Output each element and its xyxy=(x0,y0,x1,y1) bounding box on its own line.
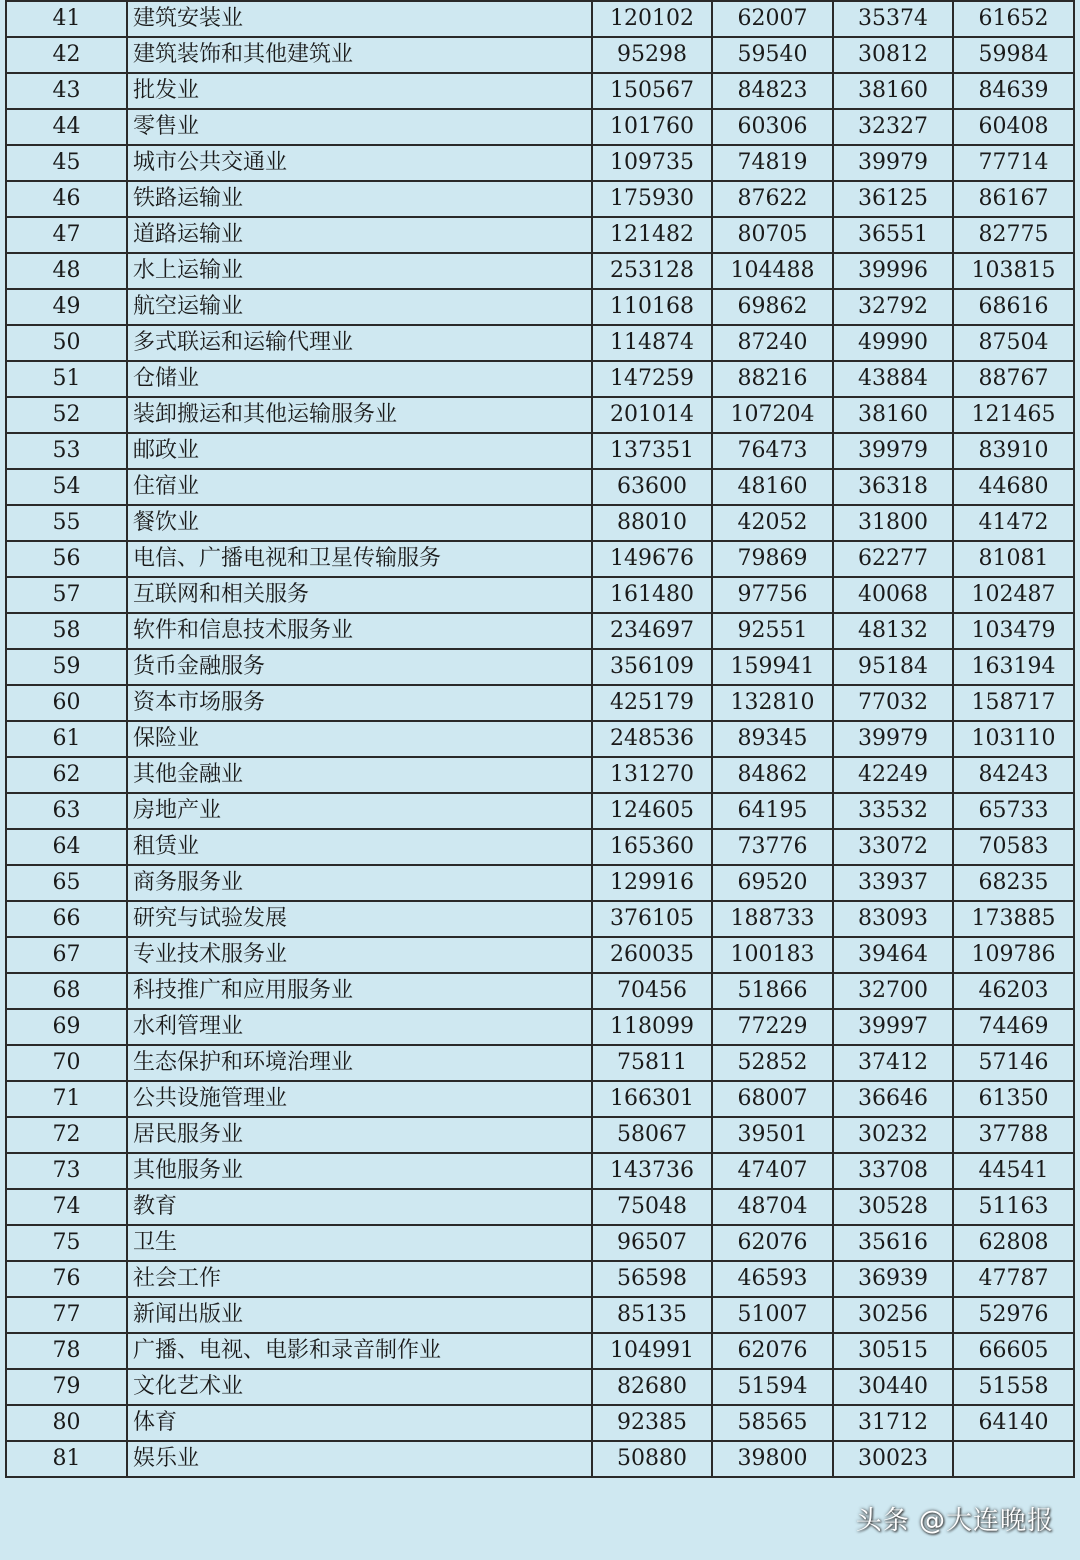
value-cell-4: 41472 xyxy=(953,505,1074,541)
value-cell-2: 60306 xyxy=(712,109,833,145)
table-row xyxy=(6,397,1074,433)
value-cell-4: 83910 xyxy=(953,433,1074,469)
table-row xyxy=(6,577,1074,613)
table-body xyxy=(6,1,1074,1477)
table-row xyxy=(6,1333,1074,1369)
row-number-cell: 79 xyxy=(6,1369,127,1405)
table-row xyxy=(6,649,1074,685)
row-number-cell: 61 xyxy=(6,721,127,757)
value-cell-1: 166301 xyxy=(592,1081,712,1117)
value-cell-2: 79869 xyxy=(712,541,833,577)
value-cell-1: 118099 xyxy=(592,1009,712,1045)
value-cell-1: 376105 xyxy=(592,901,712,937)
value-cell-3: 30023 xyxy=(833,1441,953,1477)
table-row xyxy=(6,1441,1074,1477)
value-cell-2: 69862 xyxy=(712,289,833,325)
value-cell-1: 201014 xyxy=(592,397,712,433)
row-number-cell: 49 xyxy=(6,289,127,325)
value-cell-2: 88216 xyxy=(712,361,833,397)
value-cell-1: 253128 xyxy=(592,253,712,289)
row-number-cell: 59 xyxy=(6,649,127,685)
table-row xyxy=(6,793,1074,829)
table-row xyxy=(6,181,1074,217)
value-cell-2: 39800 xyxy=(712,1441,833,1477)
value-cell-2: 51007 xyxy=(712,1297,833,1333)
row-number-cell: 78 xyxy=(6,1333,127,1369)
industry-name-cell: 多式联运和运输代理业 xyxy=(127,325,592,361)
value-cell-4: 44680 xyxy=(953,469,1074,505)
row-number-cell: 69 xyxy=(6,1009,127,1045)
value-cell-1: 110168 xyxy=(592,289,712,325)
value-cell-3: 39997 xyxy=(833,1009,953,1045)
industry-name-cell: 软件和信息技术服务业 xyxy=(127,613,592,649)
row-number-cell: 44 xyxy=(6,109,127,145)
value-cell-3: 42249 xyxy=(833,757,953,793)
row-number-cell: 70 xyxy=(6,1045,127,1081)
value-cell-4: 70583 xyxy=(953,829,1074,865)
industry-name-cell: 互联网和相关服务 xyxy=(127,577,592,613)
value-cell-1: 82680 xyxy=(592,1369,712,1405)
value-cell-4: 86167 xyxy=(953,181,1074,217)
value-cell-1: 85135 xyxy=(592,1297,712,1333)
industry-name-cell: 生态保护和环境治理业 xyxy=(127,1045,592,1081)
value-cell-4: 57146 xyxy=(953,1045,1074,1081)
value-cell-2: 62007 xyxy=(712,1,833,37)
value-cell-4: 81081 xyxy=(953,541,1074,577)
value-cell-4: 68616 xyxy=(953,289,1074,325)
table-row xyxy=(6,541,1074,577)
value-cell-4: 68235 xyxy=(953,865,1074,901)
value-cell-4: 84639 xyxy=(953,73,1074,109)
row-number-cell: 67 xyxy=(6,937,127,973)
table-row xyxy=(6,145,1074,181)
value-cell-3: 30440 xyxy=(833,1369,953,1405)
value-cell-1: 131270 xyxy=(592,757,712,793)
value-cell-1: 150567 xyxy=(592,73,712,109)
industry-name-cell: 研究与试验发展 xyxy=(127,901,592,937)
value-cell-2: 132810 xyxy=(712,685,833,721)
industry-name-cell: 装卸搬运和其他运输服务业 xyxy=(127,397,592,433)
row-number-cell: 74 xyxy=(6,1189,127,1225)
row-number-cell: 47 xyxy=(6,217,127,253)
row-number-cell: 57 xyxy=(6,577,127,613)
value-cell-1: 124605 xyxy=(592,793,712,829)
value-cell-1: 260035 xyxy=(592,937,712,973)
value-cell-1: 95298 xyxy=(592,37,712,73)
industry-name-cell: 电信、广播电视和卫星传输服务 xyxy=(127,541,592,577)
industry-name-cell: 卫生 xyxy=(127,1225,592,1261)
table-row xyxy=(6,829,1074,865)
industry-name-cell: 文化艺术业 xyxy=(127,1369,592,1405)
industry-name-cell: 货币金融服务 xyxy=(127,649,592,685)
value-cell-4: 173885 xyxy=(953,901,1074,937)
value-cell-1: 129916 xyxy=(592,865,712,901)
row-number-cell: 46 xyxy=(6,181,127,217)
value-cell-3: 39979 xyxy=(833,721,953,757)
value-cell-4: 46203 xyxy=(953,973,1074,1009)
value-cell-4: 163194 xyxy=(953,649,1074,685)
value-cell-3: 38160 xyxy=(833,397,953,433)
value-cell-4: 158717 xyxy=(953,685,1074,721)
value-cell-1: 248536 xyxy=(592,721,712,757)
table-row xyxy=(6,1297,1074,1333)
value-cell-1: 120102 xyxy=(592,1,712,37)
value-cell-2: 97756 xyxy=(712,577,833,613)
value-cell-3: 30256 xyxy=(833,1297,953,1333)
row-number-cell: 43 xyxy=(6,73,127,109)
table-row xyxy=(6,1153,1074,1189)
value-cell-3: 32700 xyxy=(833,973,953,1009)
value-cell-2: 46593 xyxy=(712,1261,833,1297)
value-cell-3: 32792 xyxy=(833,289,953,325)
value-cell-2: 80705 xyxy=(712,217,833,253)
value-cell-3: 32327 xyxy=(833,109,953,145)
value-cell-4: 44541 xyxy=(953,1153,1074,1189)
value-cell-3: 83093 xyxy=(833,901,953,937)
value-cell-1: 104991 xyxy=(592,1333,712,1369)
value-cell-3: 31800 xyxy=(833,505,953,541)
table-row xyxy=(6,973,1074,1009)
table-row xyxy=(6,613,1074,649)
value-cell-3: 40068 xyxy=(833,577,953,613)
value-cell-3: 35374 xyxy=(833,1,953,37)
value-cell-3: 33072 xyxy=(833,829,953,865)
value-cell-1: 175930 xyxy=(592,181,712,217)
value-cell-2: 87622 xyxy=(712,181,833,217)
industry-name-cell: 零售业 xyxy=(127,109,592,145)
row-number-cell: 52 xyxy=(6,397,127,433)
table-row xyxy=(6,1,1074,37)
industry-name-cell: 建筑装饰和其他建筑业 xyxy=(127,37,592,73)
table-row xyxy=(6,73,1074,109)
table-row xyxy=(6,865,1074,901)
value-cell-3: 33708 xyxy=(833,1153,953,1189)
value-cell-3: 30812 xyxy=(833,37,953,73)
table-row xyxy=(6,109,1074,145)
table-row xyxy=(6,1117,1074,1153)
row-number-cell: 42 xyxy=(6,37,127,73)
watermark-text: 头条 @大连晚报 xyxy=(855,1506,1054,1536)
value-cell-2: 84862 xyxy=(712,757,833,793)
value-cell-2: 48704 xyxy=(712,1189,833,1225)
value-cell-4: 103815 xyxy=(953,253,1074,289)
value-cell-1: 356109 xyxy=(592,649,712,685)
table-row xyxy=(6,217,1074,253)
row-number-cell: 53 xyxy=(6,433,127,469)
value-cell-1: 165360 xyxy=(592,829,712,865)
industry-name-cell: 社会工作 xyxy=(127,1261,592,1297)
industry-name-cell: 商务服务业 xyxy=(127,865,592,901)
industry-name-cell: 铁路运输业 xyxy=(127,181,592,217)
wage-table xyxy=(5,0,1075,1478)
industry-name-cell: 居民服务业 xyxy=(127,1117,592,1153)
value-cell-2: 68007 xyxy=(712,1081,833,1117)
row-number-cell: 56 xyxy=(6,541,127,577)
table-row xyxy=(6,1045,1074,1081)
value-cell-4: 61652 xyxy=(953,1,1074,37)
value-cell-2: 39501 xyxy=(712,1117,833,1153)
table-row xyxy=(6,433,1074,469)
value-cell-3: 95184 xyxy=(833,649,953,685)
value-cell-4: 109786 xyxy=(953,937,1074,973)
table-row xyxy=(6,757,1074,793)
row-number-cell: 62 xyxy=(6,757,127,793)
value-cell-1: 96507 xyxy=(592,1225,712,1261)
row-number-cell: 75 xyxy=(6,1225,127,1261)
table-row xyxy=(6,685,1074,721)
row-number-cell: 50 xyxy=(6,325,127,361)
industry-name-cell: 道路运输业 xyxy=(127,217,592,253)
table-row xyxy=(6,325,1074,361)
value-cell-3: 30528 xyxy=(833,1189,953,1225)
value-cell-4 xyxy=(953,1441,1074,1477)
table-row xyxy=(6,1081,1074,1117)
value-cell-1: 75811 xyxy=(592,1045,712,1081)
value-cell-1: 147259 xyxy=(592,361,712,397)
value-cell-1: 121482 xyxy=(592,217,712,253)
industry-name-cell: 广播、电视、电影和录音制作业 xyxy=(127,1333,592,1369)
row-number-cell: 77 xyxy=(6,1297,127,1333)
industry-name-cell: 仓储业 xyxy=(127,361,592,397)
table-row xyxy=(6,1225,1074,1261)
value-cell-4: 52976 xyxy=(953,1297,1074,1333)
table-row xyxy=(6,901,1074,937)
value-cell-3: 31712 xyxy=(833,1405,953,1441)
value-cell-1: 70456 xyxy=(592,973,712,1009)
industry-name-cell: 教育 xyxy=(127,1189,592,1225)
value-cell-2: 51866 xyxy=(712,973,833,1009)
value-cell-4: 47787 xyxy=(953,1261,1074,1297)
row-number-cell: 66 xyxy=(6,901,127,937)
value-cell-2: 47407 xyxy=(712,1153,833,1189)
value-cell-1: 149676 xyxy=(592,541,712,577)
industry-name-cell: 水上运输业 xyxy=(127,253,592,289)
value-cell-1: 161480 xyxy=(592,577,712,613)
industry-name-cell: 新闻出版业 xyxy=(127,1297,592,1333)
value-cell-3: 43884 xyxy=(833,361,953,397)
industry-name-cell: 批发业 xyxy=(127,73,592,109)
table-row xyxy=(6,37,1074,73)
industry-name-cell: 科技推广和应用服务业 xyxy=(127,973,592,1009)
row-number-cell: 41 xyxy=(6,1,127,37)
industry-name-cell: 航空运输业 xyxy=(127,289,592,325)
value-cell-4: 103110 xyxy=(953,721,1074,757)
row-number-cell: 80 xyxy=(6,1405,127,1441)
table-row xyxy=(6,937,1074,973)
row-number-cell: 58 xyxy=(6,613,127,649)
value-cell-4: 51163 xyxy=(953,1189,1074,1225)
value-cell-3: 36318 xyxy=(833,469,953,505)
value-cell-1: 63600 xyxy=(592,469,712,505)
value-cell-3: 30232 xyxy=(833,1117,953,1153)
value-cell-3: 39979 xyxy=(833,433,953,469)
value-cell-1: 92385 xyxy=(592,1405,712,1441)
value-cell-3: 33532 xyxy=(833,793,953,829)
value-cell-1: 234697 xyxy=(592,613,712,649)
table-row xyxy=(6,253,1074,289)
value-cell-1: 50880 xyxy=(592,1441,712,1477)
value-cell-2: 89345 xyxy=(712,721,833,757)
industry-name-cell: 住宿业 xyxy=(127,469,592,505)
value-cell-2: 69520 xyxy=(712,865,833,901)
value-cell-4: 121465 xyxy=(953,397,1074,433)
industry-name-cell: 其他金融业 xyxy=(127,757,592,793)
value-cell-3: 30515 xyxy=(833,1333,953,1369)
value-cell-2: 52852 xyxy=(712,1045,833,1081)
value-cell-2: 92551 xyxy=(712,613,833,649)
row-number-cell: 54 xyxy=(6,469,127,505)
industry-name-cell: 其他服务业 xyxy=(127,1153,592,1189)
value-cell-2: 59540 xyxy=(712,37,833,73)
row-number-cell: 64 xyxy=(6,829,127,865)
value-cell-3: 36646 xyxy=(833,1081,953,1117)
industry-name-cell: 建筑安装业 xyxy=(127,1,592,37)
value-cell-3: 36551 xyxy=(833,217,953,253)
value-cell-4: 103479 xyxy=(953,613,1074,649)
value-cell-2: 107204 xyxy=(712,397,833,433)
industry-name-cell: 资本市场服务 xyxy=(127,685,592,721)
industry-name-cell: 专业技术服务业 xyxy=(127,937,592,973)
value-cell-1: 101760 xyxy=(592,109,712,145)
value-cell-2: 64195 xyxy=(712,793,833,829)
value-cell-4: 82775 xyxy=(953,217,1074,253)
table-row xyxy=(6,361,1074,397)
value-cell-2: 188733 xyxy=(712,901,833,937)
value-cell-3: 39996 xyxy=(833,253,953,289)
table-row xyxy=(6,289,1074,325)
value-cell-1: 58067 xyxy=(592,1117,712,1153)
industry-name-cell: 公共设施管理业 xyxy=(127,1081,592,1117)
value-cell-2: 87240 xyxy=(712,325,833,361)
row-number-cell: 73 xyxy=(6,1153,127,1189)
value-cell-3: 39464 xyxy=(833,937,953,973)
value-cell-4: 51558 xyxy=(953,1369,1074,1405)
value-cell-2: 62076 xyxy=(712,1225,833,1261)
value-cell-4: 61350 xyxy=(953,1081,1074,1117)
row-number-cell: 48 xyxy=(6,253,127,289)
industry-name-cell: 体育 xyxy=(127,1405,592,1441)
value-cell-1: 143736 xyxy=(592,1153,712,1189)
value-cell-3: 36125 xyxy=(833,181,953,217)
industry-name-cell: 城市公共交通业 xyxy=(127,145,592,181)
row-number-cell: 60 xyxy=(6,685,127,721)
table-row xyxy=(6,1405,1074,1441)
value-cell-3: 35616 xyxy=(833,1225,953,1261)
row-number-cell: 71 xyxy=(6,1081,127,1117)
row-number-cell: 68 xyxy=(6,973,127,1009)
industry-name-cell: 水利管理业 xyxy=(127,1009,592,1045)
value-cell-2: 42052 xyxy=(712,505,833,541)
value-cell-1: 425179 xyxy=(592,685,712,721)
row-number-cell: 81 xyxy=(6,1441,127,1477)
table-row xyxy=(6,1261,1074,1297)
value-cell-2: 77229 xyxy=(712,1009,833,1045)
value-cell-3: 36939 xyxy=(833,1261,953,1297)
value-cell-3: 48132 xyxy=(833,613,953,649)
value-cell-4: 84243 xyxy=(953,757,1074,793)
row-number-cell: 72 xyxy=(6,1117,127,1153)
value-cell-1: 137351 xyxy=(592,433,712,469)
value-cell-2: 104488 xyxy=(712,253,833,289)
industry-name-cell: 保险业 xyxy=(127,721,592,757)
industry-name-cell: 娱乐业 xyxy=(127,1441,592,1477)
value-cell-4: 74469 xyxy=(953,1009,1074,1045)
value-cell-3: 37412 xyxy=(833,1045,953,1081)
value-cell-2: 76473 xyxy=(712,433,833,469)
row-number-cell: 65 xyxy=(6,865,127,901)
industry-name-cell: 餐饮业 xyxy=(127,505,592,541)
value-cell-4: 88767 xyxy=(953,361,1074,397)
industry-name-cell: 房地产业 xyxy=(127,793,592,829)
value-cell-1: 75048 xyxy=(592,1189,712,1225)
table-row xyxy=(6,1189,1074,1225)
value-cell-2: 73776 xyxy=(712,829,833,865)
value-cell-4: 77714 xyxy=(953,145,1074,181)
table-row xyxy=(6,1369,1074,1405)
value-cell-1: 109735 xyxy=(592,145,712,181)
value-cell-2: 62076 xyxy=(712,1333,833,1369)
value-cell-3: 49990 xyxy=(833,325,953,361)
value-cell-3: 62277 xyxy=(833,541,953,577)
value-cell-4: 37788 xyxy=(953,1117,1074,1153)
value-cell-2: 84823 xyxy=(712,73,833,109)
row-number-cell: 51 xyxy=(6,361,127,397)
value-cell-3: 39979 xyxy=(833,145,953,181)
value-cell-4: 66605 xyxy=(953,1333,1074,1369)
value-cell-4: 60408 xyxy=(953,109,1074,145)
row-number-cell: 76 xyxy=(6,1261,127,1297)
value-cell-3: 38160 xyxy=(833,73,953,109)
row-number-cell: 63 xyxy=(6,793,127,829)
industry-name-cell: 租赁业 xyxy=(127,829,592,865)
industry-name-cell: 邮政业 xyxy=(127,433,592,469)
value-cell-1: 114874 xyxy=(592,325,712,361)
value-cell-1: 88010 xyxy=(592,505,712,541)
value-cell-4: 65733 xyxy=(953,793,1074,829)
value-cell-3: 33937 xyxy=(833,865,953,901)
value-cell-2: 48160 xyxy=(712,469,833,505)
table-row xyxy=(6,1009,1074,1045)
value-cell-4: 87504 xyxy=(953,325,1074,361)
value-cell-4: 62808 xyxy=(953,1225,1074,1261)
value-cell-4: 59984 xyxy=(953,37,1074,73)
table-row xyxy=(6,469,1074,505)
value-cell-3: 77032 xyxy=(833,685,953,721)
value-cell-2: 100183 xyxy=(712,937,833,973)
row-number-cell: 45 xyxy=(6,145,127,181)
value-cell-4: 64140 xyxy=(953,1405,1074,1441)
row-number-cell: 55 xyxy=(6,505,127,541)
table-row xyxy=(6,505,1074,541)
value-cell-2: 159941 xyxy=(712,649,833,685)
value-cell-1: 56598 xyxy=(592,1261,712,1297)
value-cell-2: 51594 xyxy=(712,1369,833,1405)
value-cell-2: 74819 xyxy=(712,145,833,181)
value-cell-4: 102487 xyxy=(953,577,1074,613)
value-cell-2: 58565 xyxy=(712,1405,833,1441)
table-row xyxy=(6,721,1074,757)
